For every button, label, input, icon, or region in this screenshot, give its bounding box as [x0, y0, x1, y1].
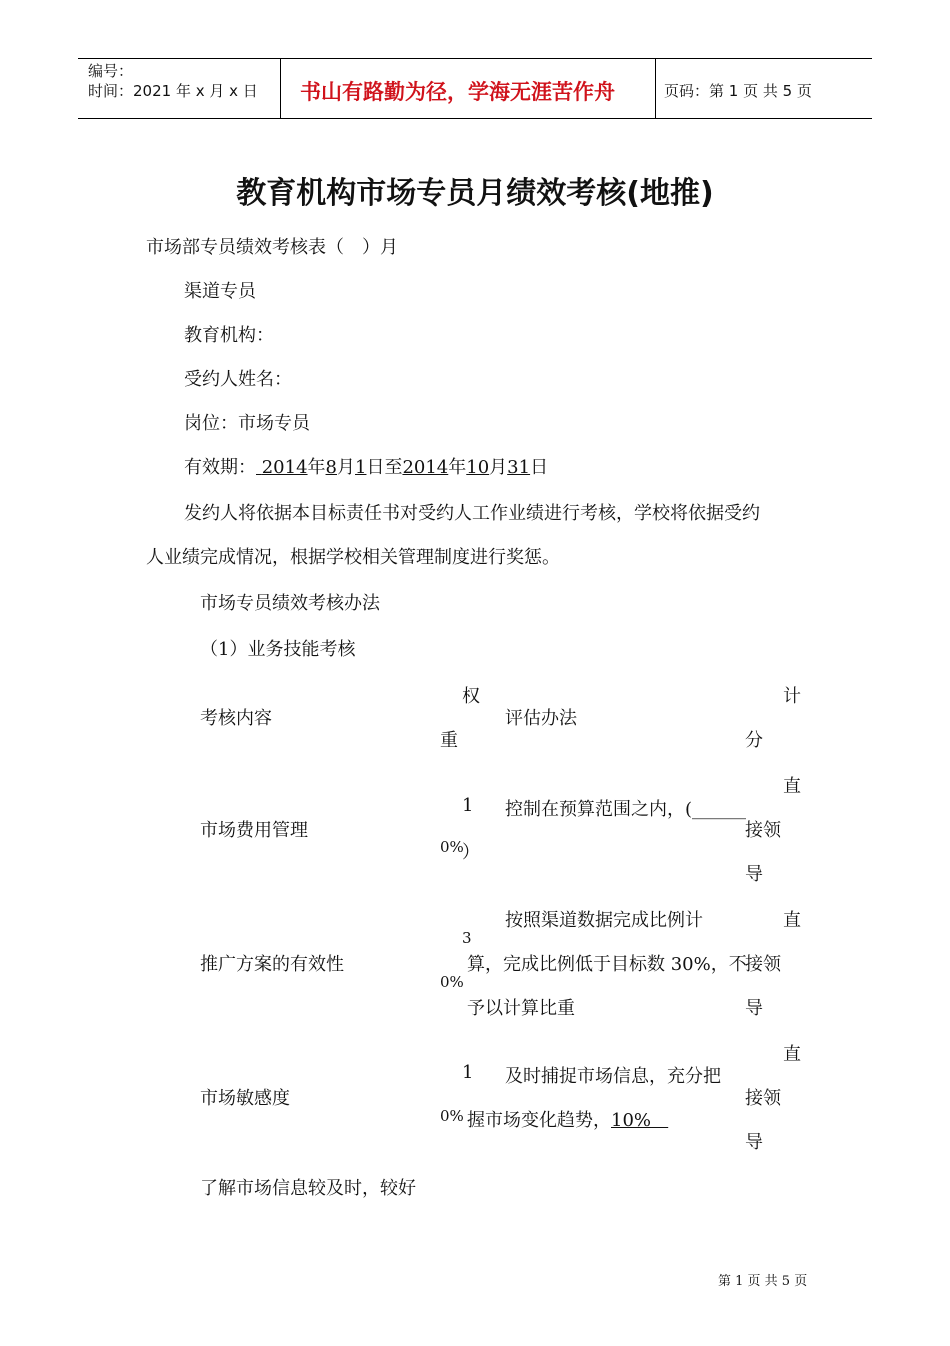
validity-start-day: 1	[355, 457, 367, 478]
row-score-1: 直	[783, 1044, 801, 1065]
row-score-3: 导	[745, 864, 763, 885]
row-content: 市场费用管理	[200, 820, 308, 841]
row-method-line-2: 算，完成比例低于目标数 30%，不	[467, 954, 747, 975]
row-content: 市场敏感度	[200, 1088, 290, 1109]
row-content: 推广方案的有效性	[200, 954, 344, 975]
validity-end-day: 31	[507, 457, 531, 478]
row-method-line-1: 控制在预算范围之内，(______	[505, 799, 747, 820]
year-unit: 年	[307, 457, 326, 478]
row-score-3: 导	[745, 998, 763, 1019]
row-score-2: 接领	[745, 1088, 781, 1109]
validity-label: 有效期：	[184, 457, 256, 478]
validity-end-month: 10	[466, 457, 490, 478]
row-score-2: 接领	[745, 954, 781, 975]
header-divider-left	[280, 58, 281, 119]
header-score-top: 计	[783, 686, 801, 707]
header-divider-right	[655, 58, 656, 119]
year-unit-2: 年	[448, 457, 467, 478]
method-title: 市场专员绩效考核办法	[200, 593, 380, 614]
row-weight-bottom: 0%	[440, 1107, 464, 1125]
row-score-3: 导	[745, 1132, 763, 1153]
month-unit-2: 月	[489, 457, 508, 478]
document-title: 教育机构市场专员月绩效考核(地推)	[236, 176, 714, 211]
row-weight-top: 1	[462, 795, 474, 816]
validity-end-year: 2014	[402, 457, 449, 478]
row-weight-top: 3	[462, 929, 472, 947]
validity-start-year: 2014	[261, 457, 308, 478]
row-score-2: 接领	[745, 820, 781, 841]
row-weight-bottom: 0%	[440, 973, 464, 991]
row-score-1: 直	[783, 910, 801, 931]
header-score-bottom: 分	[745, 730, 763, 751]
name-label: 受约人姓名：	[184, 369, 292, 390]
row-method-line-2: ）	[462, 842, 480, 863]
header-top-rule	[78, 58, 872, 59]
row-weight-top: 1	[462, 1062, 474, 1083]
row-method-underlined: 10%	[611, 1110, 652, 1131]
row-method-line-2: 握市场变化趋势，10%	[467, 1106, 668, 1132]
header-content: 考核内容	[200, 708, 272, 729]
footer-page-number: 第 1 页 共 5 页	[718, 1274, 808, 1289]
motto: 书山有路勤为径，学海无涯苦作舟	[300, 80, 615, 104]
validity-line	[184, 453, 548, 479]
form-title: 市场部专员绩效考核表（ ）月	[146, 237, 398, 258]
org-label: 教育机构：	[184, 325, 274, 346]
paragraph-line-2: 人业绩完成情况，根据学校相关管理制度进行奖惩。	[146, 547, 560, 568]
row-score-1: 直	[783, 776, 801, 797]
header-method: 评估办法	[505, 708, 577, 729]
header-weight-bottom: 重	[440, 730, 458, 751]
post-label: 岗位：市场专员	[184, 413, 310, 434]
serial-number-label: 编号：	[88, 62, 134, 80]
header-weight-top: 权	[462, 686, 480, 707]
row-method-line-1: 按照渠道数据完成比例计	[505, 910, 703, 931]
header-page-number: 页码：第 1 页 共 5 页	[664, 82, 812, 100]
trailing-text: 了解市场信息较及时，较好	[200, 1178, 416, 1199]
month-unit: 月	[337, 457, 355, 478]
row-method-line-3: 予以计算比重	[467, 998, 575, 1019]
header-bottom-rule	[78, 118, 872, 119]
validity-start-month: 8	[325, 457, 337, 478]
day-unit: 日	[530, 457, 549, 478]
date-to: 日至	[366, 457, 403, 478]
paragraph-line-1: 发约人将依据本目标责任书对受约人工作业绩进行考核，学校将依据受约	[184, 503, 760, 524]
date-label: 时间：2021 年 x 月 x 日	[88, 82, 258, 100]
channel-label: 渠道专员	[184, 281, 256, 302]
section-heading: （1）业务技能考核	[200, 639, 356, 660]
row-method-line-1: 及时捕捉市场信息，充分把	[505, 1066, 721, 1087]
row-weight-bottom: 0%	[440, 838, 464, 856]
